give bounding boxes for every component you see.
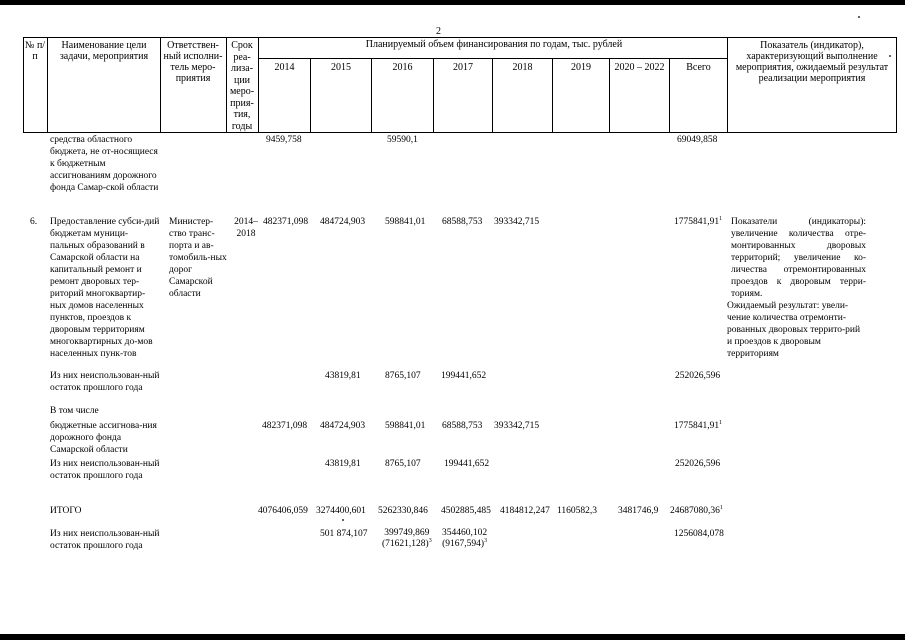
- row-unused2-total: 252026,596: [675, 459, 721, 469]
- top-border-bar: [0, 0, 905, 5]
- header-term: Срок реа-лиза-ции меро-прия-тия, годы: [229, 40, 255, 132]
- row-itogo-2018: 4184812,247: [500, 506, 550, 516]
- row-item6-total: 1775841,91$^1$: [674, 215, 723, 227]
- row-unused1-2015: 43819,81: [325, 371, 361, 381]
- row-item6-result: Ожидаемый результат: увели-чение количества отремонти-рованных дворовых террито-рий и проездов к дворовым территориям: [727, 301, 861, 359]
- header-responsible: Ответствен-ный исполни-тель меро-приятия: [163, 40, 223, 84]
- row-oblast-budget-2016: 59590,1: [387, 135, 418, 145]
- header-year-2018: 2018: [512, 62, 533, 73]
- row-road-fund-2016: 598841,01: [385, 421, 426, 431]
- row-unused-total-2015: 501 874,107: [320, 529, 368, 539]
- row-unused-total-2017: 354460,102 $(9167,594)^3$: [442, 528, 488, 549]
- row-road-fund-2017: 68588,753: [442, 421, 483, 431]
- row-road-fund-name: бюджетные ассигнова-ния дорожного фонда Самарской области: [50, 421, 157, 455]
- table-header: [23, 37, 897, 133]
- row-item6-2017: 68588,753: [442, 217, 483, 227]
- row-unused2-2015: 43819,81: [325, 459, 361, 469]
- header-num: № п/п: [24, 40, 46, 62]
- row-road-fund-2015: 484724,903: [320, 421, 366, 431]
- row-oblast-budget-name: средства областного бюджета, не от-носящиеся к бюджетным ассигнованиям дорожного фонда Самар-ской области: [50, 135, 159, 193]
- header-name: Наименование цели задачи, мероприятия: [59, 40, 149, 62]
- row-item6-2015: 484724,903: [320, 217, 366, 227]
- row-road-fund-total: 1775841,91$^1$: [674, 419, 723, 431]
- header-year-2017: 2017: [453, 62, 473, 73]
- row-itogo-2020-2022: 3481746,9: [618, 506, 659, 516]
- header-year-total: Всего: [686, 62, 711, 73]
- row-oblast-budget-total: 69049,858: [677, 135, 718, 145]
- row-road-fund-2018: 393342,715: [494, 421, 540, 431]
- row-itogo-2016: 5262330,846: [378, 506, 428, 516]
- header-year-2020-2022: 2020 – 2022: [614, 62, 665, 73]
- page-number: 2: [436, 26, 441, 37]
- row-unused2-2017: 199441,652: [444, 459, 490, 469]
- row-itogo-2014: 4076406,059: [258, 506, 308, 516]
- row-item6-2018: 393342,715: [494, 217, 540, 227]
- header-year-2016: 2016: [392, 62, 413, 73]
- header-indicator: Показатель (индикатор), характеризующий выполнение мероприятия, ожидаемый результат реализации мероприятия: [735, 40, 889, 84]
- scan-speck: [858, 16, 860, 18]
- row-item6-num: 6.: [30, 217, 38, 227]
- row-unused2-2016: 8765,107: [385, 459, 421, 469]
- header-year-2014: 2014: [274, 62, 295, 73]
- row-item6-responsible: Министер-ство транс-порта и ав-томобиль-ных дорог Самарской области: [169, 217, 227, 299]
- row-unused1-name: Из них неиспользован-ный остаток прошлого года: [50, 371, 160, 393]
- row-item6-name: Предоставление субси-дий бюджетам муници-пальных образований в Самарской области на капитальный ремонт и ремонт дворовых тер-риторий многоквартир-ных домов населенных пунктов, проездов к дворовым территориям многоквартирных до-мов населенных пунк-тов: [50, 217, 160, 359]
- row-itogo-total: 24687080,36$^1$: [670, 504, 723, 516]
- row-item6-2014: 482371,098: [263, 217, 309, 227]
- header-year-2015: 2015: [331, 62, 351, 73]
- row-unused-total-name: Из них неиспользован-ный остаток прошлого года: [50, 529, 160, 551]
- row-unused-total-total: 1256084,078: [674, 529, 724, 539]
- header-year-2019: 2019: [571, 62, 591, 73]
- row-unused1-total: 252026,596: [675, 371, 721, 381]
- row-unused2-name: Из них неиспользован-ный остаток прошлого года: [50, 459, 160, 481]
- row-item6-indicator: Показатели (индикаторы): увеличение количества отре-монтированных дворовых территорий; увеличение ко-личества отремонтированных проездов к дворовым терри-ториям.: [731, 217, 866, 299]
- row-unused-total-2016: 399749,869 $(71621,128)^3$: [382, 528, 432, 549]
- bottom-border-bar: [0, 634, 905, 640]
- scan-speck: [342, 519, 344, 521]
- row-road-fund-2014: 482371,098: [262, 421, 308, 431]
- row-itogo-2015: 3274400,601: [316, 506, 366, 516]
- row-item6-2016: 598841,01: [385, 217, 426, 227]
- row-including: В том числе: [50, 406, 99, 416]
- row-itogo-2017: 4502885,485: [441, 506, 491, 516]
- row-unused1-2016: 8765,107: [385, 371, 421, 381]
- row-itogo-2019: 1160582,3: [557, 506, 598, 516]
- row-oblast-budget-2014: 9459,758: [266, 135, 302, 145]
- row-itogo-name: ИТОГО: [50, 506, 82, 516]
- row-unused1-2017: 199441,652: [441, 371, 487, 381]
- row-item6-term: 2014– 2018: [234, 217, 258, 239]
- header-planned: Планируемый объем финансирования по годам, тыс. рублей: [365, 39, 623, 50]
